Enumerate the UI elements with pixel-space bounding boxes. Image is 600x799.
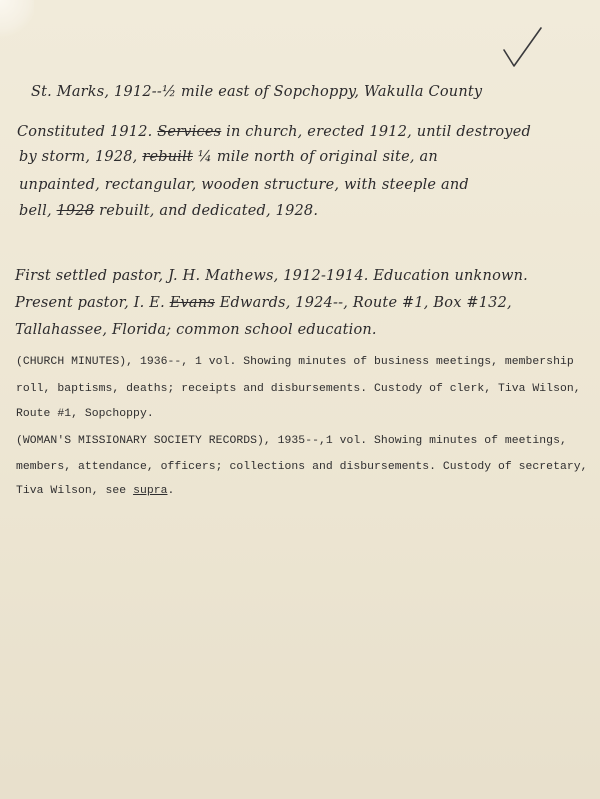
pastor-line-2: Present pastor, I. E. Evans Edwards, 1924--, Route #1, Box #132, <box>15 295 512 311</box>
history-line-3: unpainted, rectangular, wooden structure, with steeple and <box>19 177 469 193</box>
minutes-entry-line-1: (CHURCH MINUTES), 1936--, 1 vol. Showing minutes of business meetings, membership <box>16 356 574 368</box>
struck-word: Evans <box>169 295 215 311</box>
history-line-4: bell, 1928 rebuilt, and dedicated, 1928. <box>19 203 319 219</box>
minutes-entry-line-3: Route #1, Sopchoppy. <box>16 408 154 420</box>
history-line-2: by storm, 1928, rebuilt ¼ mile north of original site, an <box>19 149 438 165</box>
pastor-line-3: Tallahassee, Florida; common school education. <box>15 322 377 338</box>
wms-entry-line-2: members, attendance, officers; collections and disbursements. Custody of secretary, <box>16 461 588 473</box>
pastor-line-1: First settled pastor, J. H. Mathews, 1912-1914. Education unknown. <box>15 268 528 284</box>
minutes-entry-line-2: roll, baptisms, deaths; receipts and disbursements. Custody of clerk, Tiva Wilson, <box>16 383 581 395</box>
struck-word: Services <box>157 124 222 140</box>
struck-word: 1928 <box>56 203 95 219</box>
supra-underlined: supra <box>133 485 168 497</box>
wms-entry-line-3: Tiva Wilson, see supra. <box>16 485 175 497</box>
torn-corner <box>0 0 34 40</box>
wms-entry-line-1: (WOMAN'S MISSIONARY SOCIETY RECORDS), 1935--,1 vol. Showing minutes of meetings, <box>16 435 567 447</box>
church-heading: St. Marks, 1912--½ mile east of Sopchoppy, Wakulla County <box>31 84 483 100</box>
checkmark-icon <box>500 24 544 70</box>
struck-word: rebuilt <box>142 149 193 165</box>
history-line-1: Constituted 1912. Services in church, erected 1912, until destroyed <box>17 124 531 140</box>
